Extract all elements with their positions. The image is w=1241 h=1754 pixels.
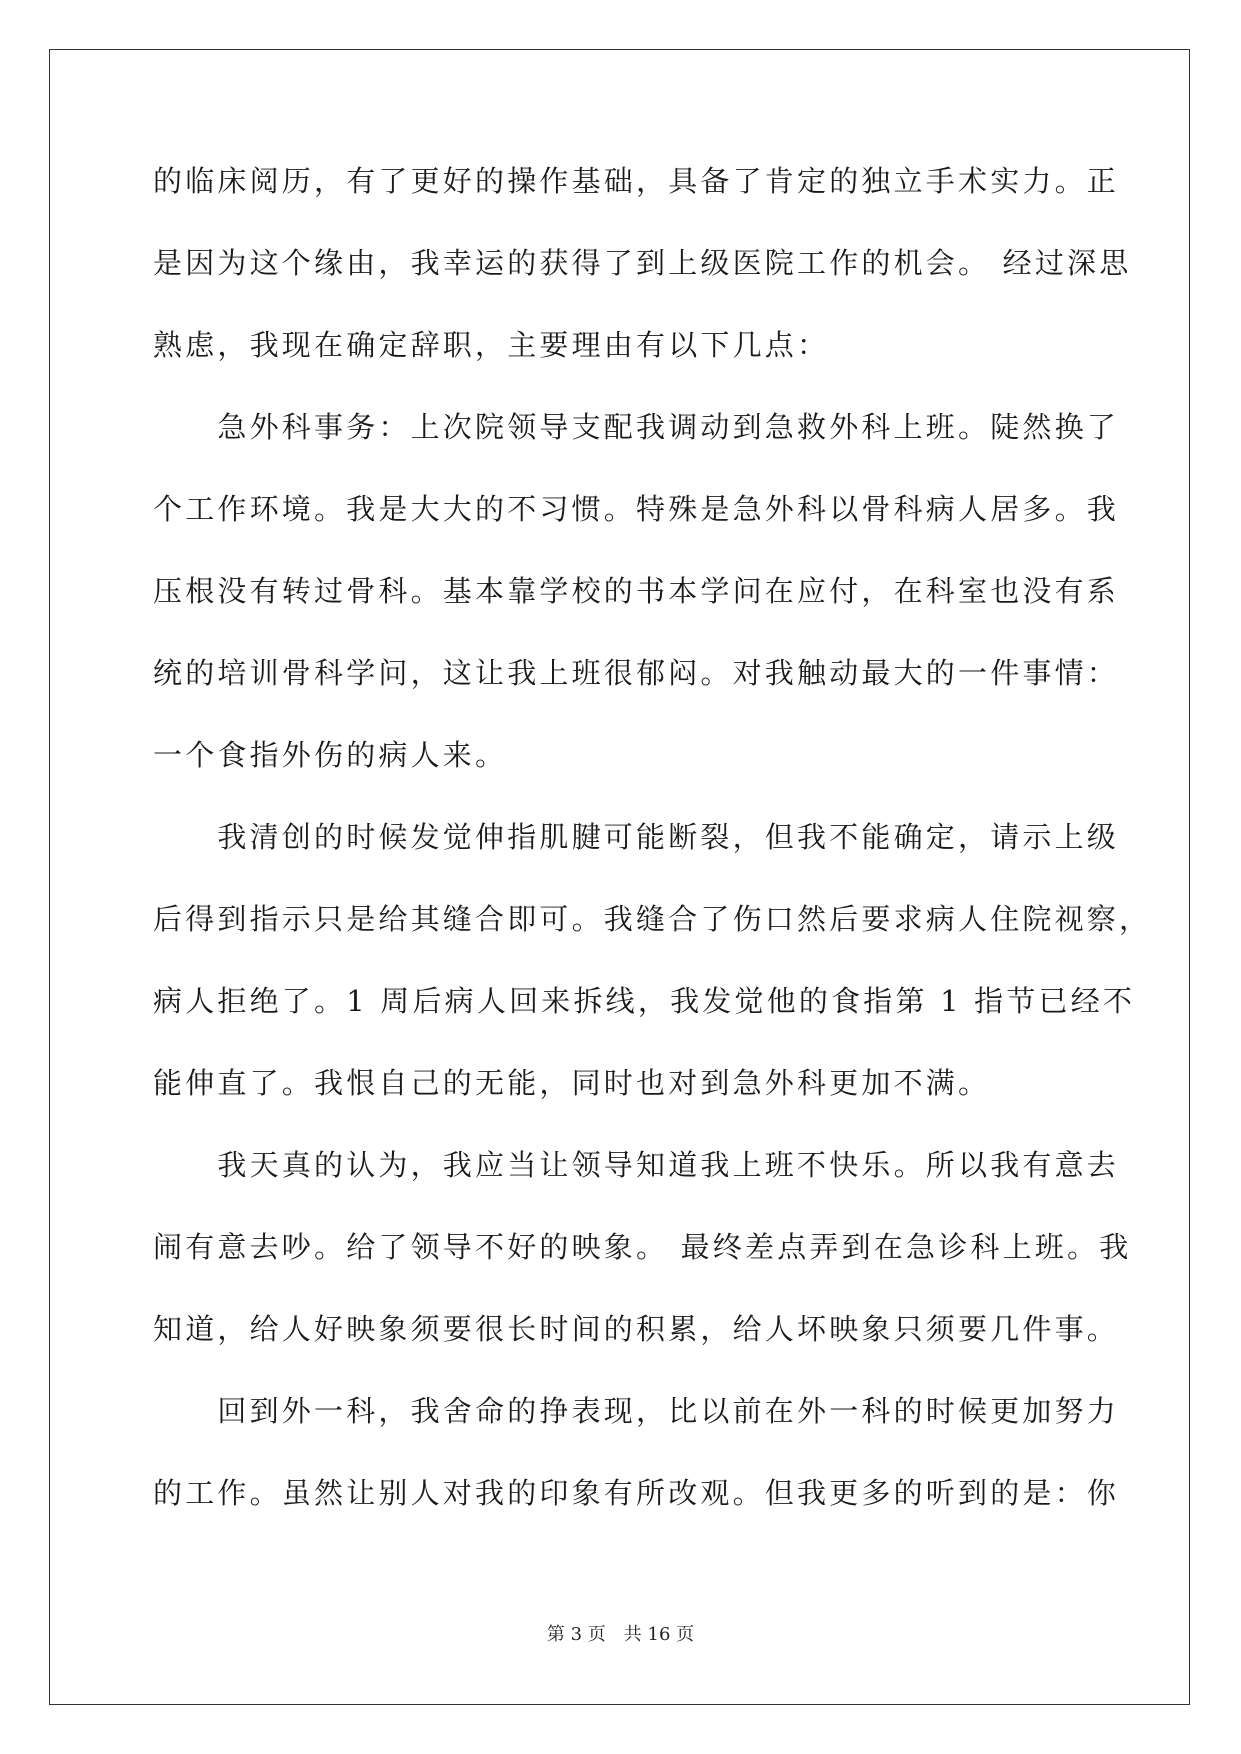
text-line: 急外科事务：上次院领导支配我调动到急救外科上班。陡然换了 — [153, 410, 1120, 444]
text-line: 个工作环境。我是大大的不习惯。特殊是急外科以骨科病人居多。我 — [153, 492, 1120, 526]
text-line: 能伸直了。我恨自己的无能，同时也对到急外科更加不满。 — [153, 1066, 991, 1100]
text-line: 闹有意去吵。给了领导不好的映象。 最终差点弄到在急诊科上班。我 — [153, 1230, 1132, 1264]
text-line: 的工作。虽然让别人对我的印象有所改观。但我更多的听到的是：你 — [153, 1476, 1120, 1510]
page-number-footer: 第 3 页 共 16 页 — [546, 1624, 695, 1645]
text-line: 我清创的时候发觉伸指肌腱可能断裂，但我不能确定，请示上级 — [153, 820, 1120, 854]
text-line: 熟虑，我现在确定辞职，主要理由有以下几点： — [153, 328, 830, 362]
text-line: 一个食指外伤的病人来。 — [153, 738, 508, 772]
text-line: 回到外一科，我舍命的挣表现，比以前在外一科的时候更加努力 — [153, 1394, 1120, 1428]
text-line: 后得到指示只是给其缝合即可。我缝合了伤口然后要求病人住院视察， — [153, 902, 1152, 936]
text-line: 是因为这个缘由，我幸运的获得了到上级医院工作的机会。 经过深思 — [153, 246, 1132, 280]
document-body — [153, 161, 1152, 1555]
text-line: 我天真的认为，我应当让领导知道我上班不快乐。所以我有意去 — [153, 1148, 1120, 1182]
text-line: 知道，给人好映象须要很长时间的积累，给人坏映象只须要几件事。 — [153, 1312, 1120, 1346]
text-line: 病人拒绝了。1 周后病人回来拆线，我发觉他的食指第 1 指节已经不 — [153, 984, 1136, 1018]
text-line: 的临床阅历，有了更好的操作基础，具备了肯定的独立手术实力。正 — [153, 164, 1120, 198]
text-line: 压根没有转过骨科。基本靠学校的书本学问在应付，在科室也没有系 — [153, 574, 1120, 608]
text-line: 统的培训骨科学问，这让我上班很郁闷。对我触动最大的一件事情： — [153, 656, 1120, 690]
